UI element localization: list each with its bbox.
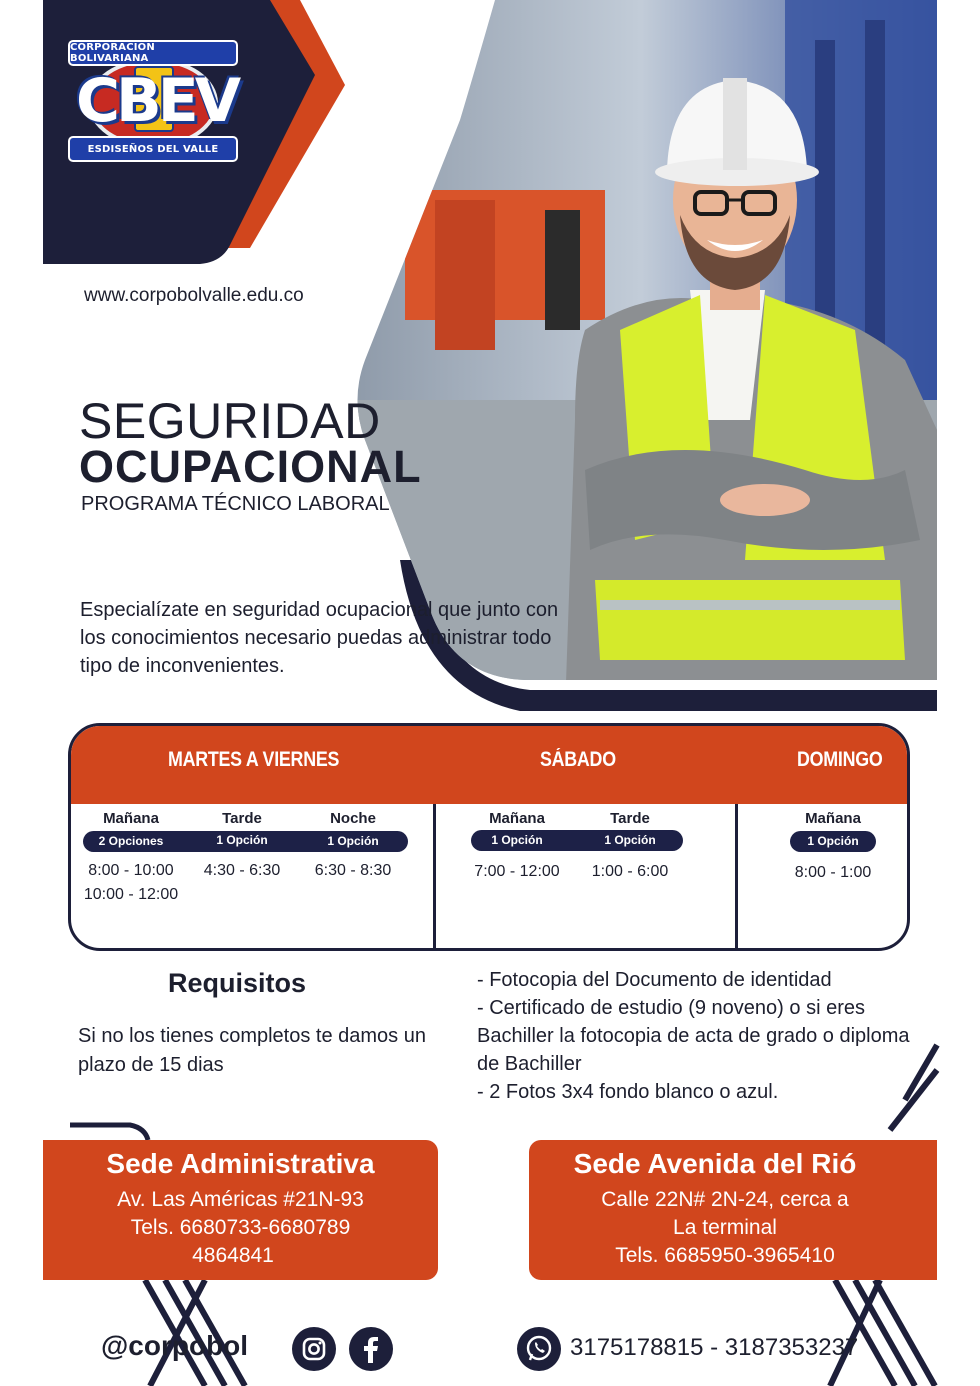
day-sabado: SÁBADO (540, 748, 616, 771)
program-subtitle: PROGRAMA TÉCNICO LABORAL (81, 493, 390, 515)
day-domingo: DOMINGO (797, 748, 883, 771)
shift-time: 8:00 - 10:00 (88, 862, 174, 879)
shift-label: Mañana (805, 810, 861, 827)
requirement-item: - Certificado de estudio (9 noveno) o si eres Bachiller la fotocopia de acta de grado o diploma de Bachiller (477, 997, 910, 1075)
sede-address: Av. Las Américas #21N-93 (117, 1188, 364, 1211)
shift-label: Noche (330, 810, 376, 827)
title-line-2: OCUPACIONAL (79, 441, 422, 492)
sede-phones: 4864841 (192, 1244, 274, 1267)
logo-bottom-text: ESDISEÑOS DEL VALLE (68, 136, 238, 162)
schedule-divider (433, 804, 436, 951)
shift-options: 1 Opción (327, 834, 379, 848)
shift-options: 1 Opción (216, 833, 268, 847)
shift-options: 1 Opción (807, 834, 859, 848)
sede-title: Sede Avenida del Rió (573, 1148, 857, 1179)
sede-phones: Tels. 6685950-3965410 (615, 1244, 835, 1267)
shift-label: Tarde (222, 810, 262, 827)
schedule-table (68, 723, 910, 951)
shift-label: Mañana (103, 810, 159, 827)
requirements-note: Si no los tienes completos te damos un plazo de 15 dias (78, 1025, 426, 1076)
shift-time: 4:30 - 6:30 (203, 862, 281, 879)
sede-administrativa-card (43, 1140, 438, 1280)
sede-phones: Tels. 6680733-6680789 (130, 1216, 351, 1239)
logo (68, 40, 238, 170)
requirements-list (477, 966, 927, 1106)
shift-options: 1 Opción (491, 833, 543, 847)
instagram-icon[interactable] (292, 1327, 336, 1371)
requirement-item: - Fotocopia del Documento de identidad (477, 969, 832, 991)
logo-top-text: CORPORACION BOLIVARIANA (68, 40, 238, 66)
shift-options: 1 Opción (604, 833, 656, 847)
sede-address: La terminal (673, 1216, 777, 1239)
whatsapp-icon[interactable] (517, 1327, 561, 1371)
shift-label: Mañana (489, 810, 545, 827)
program-description: Especialízate en seguridad ocupacional que junto con los conocimientos necesario puedas administrar todo tipo de inconvenientes. (80, 599, 559, 677)
sede-address: Calle 22N# 2N-24, cerca a (601, 1188, 849, 1211)
social-handle[interactable]: @corpobol (101, 1330, 249, 1361)
shift-time: 8:00 - 1:00 (794, 864, 872, 881)
requirement-item: - 2 Fotos 3x4 fondo blanco o azul. (477, 1081, 779, 1103)
schedule-divider (735, 804, 738, 951)
title-line-1: SEGURIDAD (79, 393, 381, 449)
shift-time: 10:00 - 12:00 (83, 886, 179, 903)
sede-title: Sede Administrativa (106, 1148, 375, 1179)
sede-avenida-card (529, 1140, 937, 1280)
website-link[interactable]: www.corpobolvalle.edu.co (84, 285, 304, 306)
logo-letters: CBEV (76, 66, 238, 136)
shift-label: Tarde (610, 810, 650, 827)
shift-options: 2 Opciones (98, 834, 164, 848)
requirements-title: Requisitos (168, 968, 307, 998)
facebook-icon[interactable] (349, 1327, 393, 1371)
shift-time: 7:00 - 12:00 (474, 863, 560, 880)
shift-time: 1:00 - 6:00 (591, 863, 669, 880)
contact-phones[interactable]: 3175178815 - 3187353237 (570, 1334, 859, 1361)
day-martes-viernes: MARTES A VIERNES (168, 748, 340, 771)
shift-time: 6:30 - 8:30 (314, 862, 392, 879)
